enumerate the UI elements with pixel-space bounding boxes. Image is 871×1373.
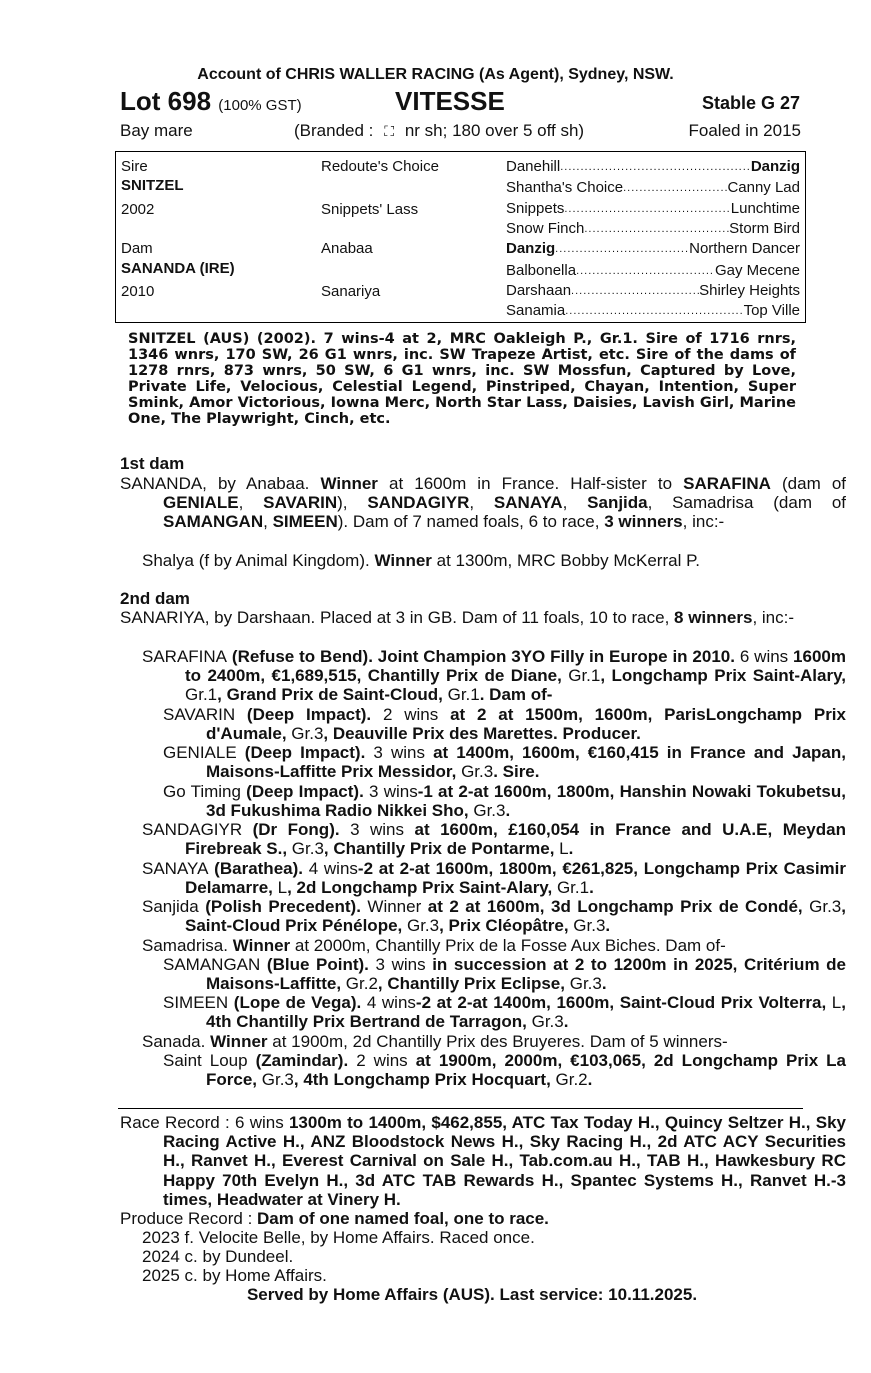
brand-icon: ⛶: [384, 123, 395, 139]
produce-entry: SARAFINA (Refuse to Bend). Joint Champion 3YO Filly in Europe in 2010. 6 wins 1600m to 2400m, €1,689,515, Chantilly Prix de Diane, Gr.1, Longchamp Prix Saint-Alary, Gr.1, Grand Prix de Saint-Cloud, Gr.1. Dam of-: [142, 647, 846, 705]
produce-entry: SANDAGIYR (Dr Fong). 3 wins at 1600m, £160,054 in France and U.A.E, Meydan Firebreak S., Gr.3, Chantilly Prix de Pontarme, L.: [142, 820, 846, 859]
horse-name: VITESSE: [395, 86, 505, 116]
pedigree-row: Darshaan ..... Shirley Heights: [506, 282, 800, 300]
pedigree-row: Snippets ..... Lunchtime: [506, 200, 800, 218]
divider: [118, 1108, 803, 1109]
foal-entry: 2023 f. Velocite Belle, by Home Affairs. Raced once.: [142, 1228, 535, 1247]
foal-entry: 2025 c. by Home Affairs.: [142, 1266, 327, 1285]
sire-dam: Snippets' Lass: [321, 201, 419, 218]
lot-number: Lot 698 (100% GST): [120, 86, 302, 116]
produce-record: Produce Record : Dam of one named foal, one to race.: [120, 1209, 549, 1228]
brand-description: (Branded : ⛶ nr sh; 180 over 5 off sh): [294, 121, 585, 140]
produce-entry: Saint Loup (Zamindar). 2 wins at 1900m, 2000m, €103,065, 2d Longchamp Prix La Force, Gr.3, 4th Longchamp Prix Hocquart, Gr.2.: [163, 1051, 847, 1090]
sex-colour: Bay mare: [120, 121, 193, 140]
first-dam-foal: Shalya (f by Animal Kingdom). Winner at 1300m, MRC Bobby McKerral P.: [142, 551, 700, 570]
stable-number: Stable G 27: [701, 93, 800, 113]
first-dam-paragraph: SANANDA, by Anabaa. Winner at 1600m in France. Half-sister to SARAFINA (dam of GENIALE, SAVARIN), SANDAGIYR, SANAYA, Sanjida, Samadrisa (dam of SAMANGAN, SIMEEN). Dam of 7 named foals, 6 to race, 3 winners, inc:-: [120, 474, 847, 532]
produce-entry: SAVARIN (Deep Impact). 2 wins at 2 at 1500m, 1600m, ParisLongchamp Prix d'Aumale, Gr.3, Deauville Prix des Marettes. Producer.: [163, 705, 846, 744]
pedigree-row: Danehill ..... Danzig: [506, 158, 800, 176]
foaled-year: Foaled in 2015: [688, 121, 801, 140]
sire-name: SNITZEL: [121, 177, 184, 194]
gst-note: (100% GST): [218, 97, 302, 114]
pedigree-row: Danzig ..... Northern Dancer: [506, 240, 800, 258]
dam-year: 2010: [121, 283, 155, 300]
produce-entry: SIMEEN (Lope de Vega). 4 wins-2 at 2-at 1400m, 1600m, Saint-Cloud Prix Volterra, L, 4th Chantilly Prix Bertrand de Tarragon, Gr.3.: [163, 993, 846, 1032]
sire-year: 2002: [121, 201, 155, 218]
dam-sire: Anabaa: [321, 240, 373, 257]
race-record: Race Record : 6 wins 1300m to 1400m, $462,855, ATC Tax Today H., Quincy Seltzer H., Sky Racing Active H., ANZ Bloodstock News H., Sky Racing H., 2d ATC ACY Securities H., Ranvet H., Everest Carnival on Sale H., Tab.com.au H., TAB H., Hawkesbury RC Happy 70th Evelyn H., 3d ATC TAB Rewards H., Spantec Systems H., Ranvet H.-3 times, Headwater at Vinery H.: [120, 1113, 846, 1209]
pedigree-row: Snow Finch ..... Storm Bird: [506, 220, 800, 238]
pedigree-row: Balbonella ..... Gay Mecene: [506, 262, 800, 280]
first-dam-header: 1st dam: [120, 454, 185, 473]
account-line: Account of CHRIS WALLER RACING (As Agent), Sydney, NSW.: [197, 66, 674, 83]
pedigree-row: Shantha's Choice ..... Canny Lad: [506, 179, 800, 197]
dam-dam: Sanariya: [321, 283, 381, 300]
produce-entry: SANAYA (Barathea). 4 wins-2 at 2-at 1600m, 1800m, €261,825, Longchamp Prix Casimir Delamarre, L, 2d Longchamp Prix Saint-Alary, Gr.1.: [142, 859, 846, 898]
pedigree-row: Sanamia ..... Top Ville: [506, 302, 800, 320]
produce-entry: Sanjida (Polish Precedent). Winner at 2 at 1600m, 3d Longchamp Prix de Condé, Gr.3, Saint-Cloud Prix Pénélope, Gr.3, Prix Cléopâtre, Gr.3.: [142, 897, 846, 936]
sire-label: Sire: [121, 158, 148, 175]
second-dam-header: 2nd dam: [120, 589, 190, 608]
foal-entry: 2024 c. by Dundeel.: [142, 1247, 294, 1266]
second-dam-paragraph: SANARIYA, by Darshaan. Placed at 3 in GB. Dam of 11 foals, 10 to race, 8 winners, inc:-: [120, 608, 795, 627]
produce-entry: Samadrisa. Winner at 2000m, Chantilly Prix de la Fosse Aux Biches. Dam of-: [142, 936, 726, 955]
produce-entry: SAMANGAN (Blue Point). 3 wins in succession at 2 to 1200m in 2025, Critérium de Maisons-Laffitte, Gr.2, Chantilly Prix Eclipse, Gr.3.: [163, 955, 847, 994]
served-note: Served by Home Affairs (AUS). Last service: 10.11.2025.: [246, 1285, 698, 1304]
pedigree-table: [115, 151, 806, 323]
dam-label: Dam: [121, 240, 153, 257]
produce-entry: Sanada. Winner at 1900m, 2d Chantilly Prix des Bruyeres. Dam of 5 winners-: [142, 1032, 728, 1051]
dam-name: SANANDA (IRE): [121, 260, 235, 277]
sire-sire: Redoute's Choice: [321, 158, 439, 175]
sire-summary: SNITZEL (AUS) (2002). 7 wins-4 at 2, MRC Oakleigh P., Gr.1. Sire of 1716 rnrs, 1346 wnrs, 170 SW, 26 G1 wnrs, inc. SW Trapeze Artist, etc. Sire of the dams of 1278 rnrs, 873 wnrs, 50 SW, 6 G1 wnrs, inc. SW Mossfun, Captured by Love, Private Life, Velocious, Celestial Legend, Pinstriped, Chayan, Intention, Super Smink, Amor Victorious, Iowna Merc, North Star Lass, Daisies, Lavish Girl, Marine One, The Playwright, Cinch, etc.: [128, 331, 796, 427]
produce-entry: GENIALE (Deep Impact). 3 wins at 1400m, 1600m, €160,415 in France and Japan, Maisons-Laffitte Prix Messidor, Gr.3. Sire.: [163, 743, 846, 782]
produce-entry: Go Timing (Deep Impact). 3 wins-1 at 2-at 1600m, 1800m, Hanshin Nowaki Tokubetsu, 3d Fukushima Radio Nikkei Sho, Gr.3.: [163, 782, 846, 821]
